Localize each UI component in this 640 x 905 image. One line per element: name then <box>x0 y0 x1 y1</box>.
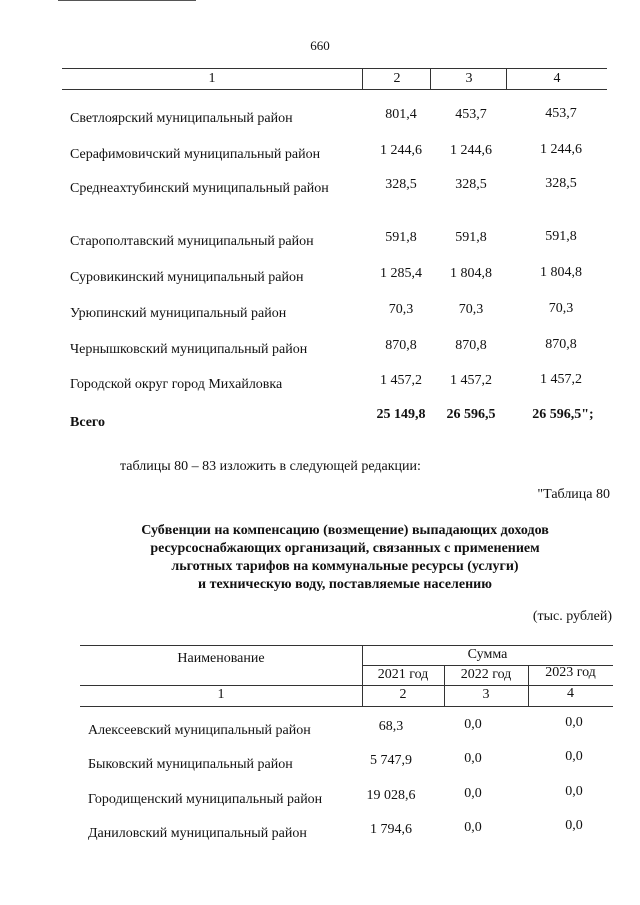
header-sum: Сумма <box>467 647 508 662</box>
row-value-2: 68,3 <box>378 719 404 734</box>
table1-header <box>62 68 607 90</box>
header-num-4: 4 <box>567 686 574 701</box>
table-label: "Таблица 80 <box>537 487 610 502</box>
row-value-4: 870,8 <box>545 337 577 352</box>
row-value-4: 591,8 <box>545 229 577 244</box>
title-line: Субвенции на компенсацию (возмещение) выпадающих доходов <box>141 523 549 538</box>
row-value-2: 1 285,4 <box>380 266 422 281</box>
row-value-4: 0,0 <box>565 749 583 764</box>
title-line: и техническую воду, поставляемые населению <box>198 577 492 592</box>
total-value-3: 26 596,5 <box>446 407 496 422</box>
table-title <box>0 522 640 594</box>
row-value-2: 5 747,9 <box>370 753 412 768</box>
row-value-3: 1 804,8 <box>450 266 492 281</box>
row-value-4: 70,3 <box>548 301 574 316</box>
row-value-3: 1 244,6 <box>450 143 492 158</box>
row-value-4: 0,0 <box>565 715 583 730</box>
row-value-3: 0,0 <box>464 717 482 732</box>
row-value-4: 453,7 <box>545 106 577 121</box>
row-value-4: 1 457,2 <box>540 372 582 387</box>
row-value-4: 0,0 <box>565 818 583 833</box>
row-name: Урюпинский муниципальный район <box>70 306 287 321</box>
row-value-3: 591,8 <box>455 230 487 245</box>
table1-header-col2: 2 <box>362 69 431 89</box>
row-name: Даниловский муниципальный район <box>88 826 307 841</box>
total-label: Всего <box>70 415 105 430</box>
table1-header-col4: 4 <box>506 69 607 89</box>
row-value-2: 1 794,6 <box>370 822 412 837</box>
row-value-4: 1 804,8 <box>540 265 582 280</box>
units-label: (тыс. рублей) <box>532 609 612 624</box>
row-name: Чернышковский муниципальный район <box>70 342 308 357</box>
total-value-2: 25 149,8 <box>376 407 426 422</box>
row-value-4: 328,5 <box>545 176 577 191</box>
header-num-2: 2 <box>399 687 407 702</box>
row-name: Быковский муниципальный район <box>88 757 293 772</box>
row-value-2: 870,8 <box>385 338 417 353</box>
page-number: 660 <box>310 38 330 53</box>
table1-header-col3: 3 <box>430 69 507 89</box>
row-name: Городской округ город Михайловка <box>70 377 283 392</box>
row-value-3: 453,7 <box>455 107 487 122</box>
row-value-2: 70,3 <box>388 302 414 317</box>
title-line: льготных тарифов на коммунальные ресурсы (услуги) <box>171 559 519 574</box>
row-value-2: 1 244,6 <box>380 143 422 158</box>
row-name: Суровикинский муниципальный район <box>70 270 304 285</box>
header-num-1: 1 <box>217 687 225 702</box>
header-year-2021: 2021 год <box>377 667 429 682</box>
row-value-4: 1 244,6 <box>540 142 582 157</box>
row-value-3: 328,5 <box>455 177 487 192</box>
row-value-3: 1 457,2 <box>450 373 492 388</box>
row-value-2: 1 457,2 <box>380 373 422 388</box>
row-name: Алексеевский муниципальный район <box>88 723 311 738</box>
row-value-2: 591,8 <box>385 230 417 245</box>
title-line: ресурсоснабжающих организаций, связанных с применением <box>150 541 540 556</box>
amendment-paragraph: таблицы 80 – 83 изложить в следующей редакции: <box>120 459 421 474</box>
row-value-2: 328,5 <box>385 177 417 192</box>
row-value-3: 0,0 <box>464 751 482 766</box>
table1-header-col1: 1 <box>208 71 216 86</box>
row-name: Старополтавский муниципальный район <box>70 234 314 249</box>
row-value-3: 70,3 <box>458 302 484 317</box>
row-name: Светлоярский муниципальный район <box>70 111 293 126</box>
header-num-3: 3 <box>482 687 490 702</box>
row-name: Серафимовичский муниципальный район <box>70 147 321 162</box>
total-value-4: 26 596,5"; <box>532 407 594 422</box>
row-name: Городищенский муниципальный район <box>88 792 323 807</box>
row-value-2: 19 028,6 <box>366 788 416 803</box>
row-value-4: 0,0 <box>565 784 583 799</box>
row-value-2: 801,4 <box>385 107 417 122</box>
row-name: Среднеахтубинский муниципальный район <box>70 181 329 196</box>
header-year-2023: 2023 год <box>545 665 596 680</box>
header-year-2022: 2022 год <box>460 667 512 682</box>
row-value-3: 870,8 <box>455 338 487 353</box>
row-value-3: 0,0 <box>464 786 482 801</box>
row-value-3: 0,0 <box>464 820 482 835</box>
header-name: Наименование <box>177 651 265 666</box>
table2-header <box>80 645 613 707</box>
top-rule <box>58 0 196 1</box>
